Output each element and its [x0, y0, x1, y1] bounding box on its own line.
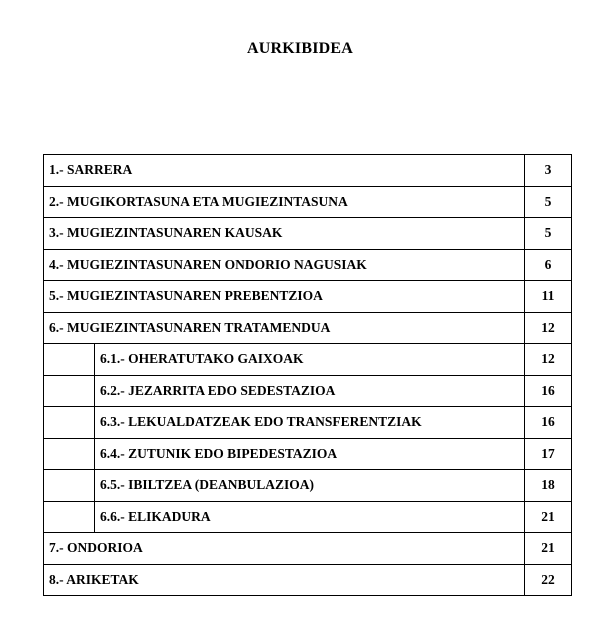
toc-entry-label: 2.- MUGIKORTASUNA ETA MUGIEZINTASUNA [44, 186, 525, 218]
toc-page-number: 16 [525, 407, 572, 439]
toc-row [44, 186, 572, 218]
toc-row [44, 249, 572, 281]
toc-subrow [44, 470, 572, 502]
toc-row [44, 533, 572, 565]
toc-row [44, 312, 572, 344]
toc-subrow [44, 375, 572, 407]
toc-indent-cell [44, 438, 95, 470]
toc-row [44, 155, 572, 187]
toc-page-number: 12 [525, 312, 572, 344]
toc-entry-label: 3.- MUGIEZINTASUNAREN KAUSAK [44, 218, 525, 250]
toc-indent-cell [44, 470, 95, 502]
toc-subentry-label: 6.4.- ZUTUNIK EDO BIPEDESTAZIOA [95, 438, 525, 470]
toc-page-number: 6 [525, 249, 572, 281]
toc-page-number: 21 [525, 533, 572, 565]
toc-entry-label: 1.- SARRERA [44, 155, 525, 187]
toc-subrow [44, 501, 572, 533]
toc-entry-label: 7.- ONDORIOA [44, 533, 525, 565]
toc-page-number: 3 [525, 155, 572, 187]
toc-subentry-label: 6.1.- OHERATUTAKO GAIXOAK [95, 344, 525, 376]
toc-indent-cell [44, 344, 95, 376]
toc-row [44, 564, 572, 596]
toc-subrow [44, 407, 572, 439]
toc-page-number: 11 [525, 281, 572, 313]
toc-entry-label: 8.- ARIKETAK [44, 564, 525, 596]
toc-page-number: 5 [525, 218, 572, 250]
toc-page-number: 22 [525, 564, 572, 596]
toc-page-number: 12 [525, 344, 572, 376]
toc-subrow [44, 344, 572, 376]
toc-indent-cell [44, 375, 95, 407]
toc-subentry-label: 6.3.- LEKUALDATZEAK EDO TRANSFERENTZIAK [95, 407, 525, 439]
toc-page-number: 18 [525, 470, 572, 502]
document-title: AURKIBIDEA [246, 40, 353, 57]
toc-entry-label: 6.- MUGIEZINTASUNAREN TRATAMENDUA [44, 312, 525, 344]
toc-subentry-label: 6.6.- ELIKADURA [95, 501, 525, 533]
toc-subentry-label: 6.5.- IBILTZEA (DEANBULAZIOA) [95, 470, 525, 502]
table-of-contents [43, 154, 572, 596]
toc-page-number: 5 [525, 186, 572, 218]
toc-indent-cell [44, 501, 95, 533]
toc-subentry-label: 6.2.- JEZARRITA EDO SEDESTAZIOA [95, 375, 525, 407]
toc-subrow [44, 438, 572, 470]
toc-entry-label: 5.- MUGIEZINTASUNAREN PREBENTZIOA [44, 281, 525, 313]
toc-row [44, 281, 572, 313]
toc-row [44, 218, 572, 250]
toc-indent-cell [44, 407, 95, 439]
toc-page-number: 17 [525, 438, 572, 470]
toc-page-number: 21 [525, 501, 572, 533]
toc-page-number: 16 [525, 375, 572, 407]
toc-entry-label: 4.- MUGIEZINTASUNAREN ONDORIO NAGUSIAK [44, 249, 525, 281]
